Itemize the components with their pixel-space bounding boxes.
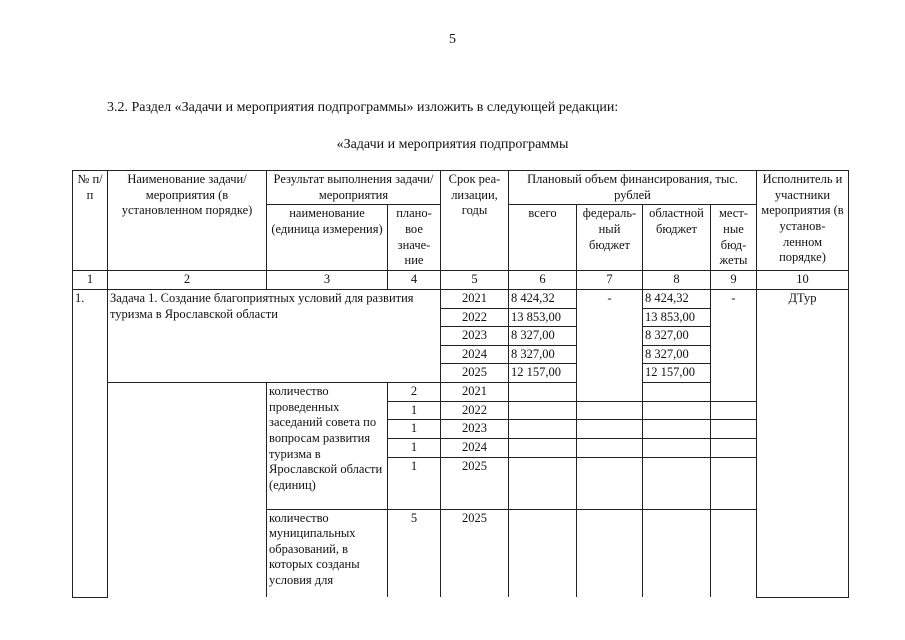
task-regional: 13 853,00 — [643, 308, 711, 327]
header-num: № п/п — [73, 171, 108, 271]
section-heading: 3.2. Раздел «Задачи и мероприятия подпрограммы» изложить в следующей редакции: — [107, 100, 619, 115]
empty-cell — [711, 308, 757, 327]
empty-cell — [643, 383, 711, 402]
indicator-year: 2021 — [441, 383, 509, 402]
indicator-year: 2025 — [441, 509, 509, 597]
empty-cell — [577, 364, 643, 383]
empty-cell — [711, 383, 757, 402]
task-number: 1. — [73, 289, 108, 597]
empty-cell — [711, 401, 757, 420]
task-total: 8 327,00 — [509, 345, 577, 364]
task-regional: 8 327,00 — [643, 345, 711, 364]
indicator-plan: 1 — [388, 401, 441, 420]
task-year: 2021 — [441, 289, 509, 308]
task-total: 8 327,00 — [509, 327, 577, 346]
task-local: - — [711, 289, 757, 308]
tasks-table — [72, 170, 849, 598]
header-fin-regional: областной бюджет — [643, 205, 711, 271]
empty-cell — [711, 364, 757, 383]
empty-cell — [509, 383, 577, 402]
header-result: Результат выполнения задачи/мероприятия — [267, 171, 441, 205]
empty-cell — [577, 327, 643, 346]
empty-cell — [577, 383, 643, 402]
indicator-plan: 1 — [388, 457, 441, 509]
empty-cell — [643, 457, 711, 509]
table-title: «Задачи и мероприятия подпрограммы — [336, 137, 569, 152]
col-number: 7 — [577, 271, 643, 290]
header-result-plan: плано- вое значе- ние — [388, 205, 441, 271]
empty-cell — [711, 345, 757, 364]
empty-cell — [577, 401, 643, 420]
task-total: 13 853,00 — [509, 308, 577, 327]
task-regional: 8 327,00 — [643, 327, 711, 346]
empty-cell — [643, 438, 711, 457]
header-finance: Плановый объем финансирования, тыс. рублей — [509, 171, 757, 205]
header-fin-total: всего — [509, 205, 577, 271]
col-number: 4 — [388, 271, 441, 290]
indicator-plan: 1 — [388, 420, 441, 439]
col-number: 9 — [711, 271, 757, 290]
task-year: 2024 — [441, 345, 509, 364]
empty-cell — [577, 420, 643, 439]
task-regional: 8 424,32 — [643, 289, 711, 308]
indicator-year: 2022 — [441, 401, 509, 420]
empty-cell — [577, 345, 643, 364]
header-fin-federal: федераль- ный бюджет — [577, 205, 643, 271]
empty-cell — [108, 383, 267, 598]
empty-cell — [643, 420, 711, 439]
task-total: 12 157,00 — [509, 364, 577, 383]
empty-cell — [577, 509, 643, 597]
col-number: 3 — [267, 271, 388, 290]
empty-cell — [509, 401, 577, 420]
empty-cell — [643, 401, 711, 420]
empty-cell — [509, 438, 577, 457]
indicator-year: 2024 — [441, 438, 509, 457]
column-numbers-row — [73, 271, 849, 290]
col-number: 2 — [108, 271, 267, 290]
col-number: 5 — [441, 271, 509, 290]
empty-cell — [711, 420, 757, 439]
task-total: 8 424,32 — [509, 289, 577, 308]
col-number: 10 — [757, 271, 849, 290]
header-executor: Исполнитель и участники мероприятия (в установ- ленном порядке) — [757, 171, 849, 271]
indicator-plan: 2 — [388, 383, 441, 402]
task-regional: 12 157,00 — [643, 364, 711, 383]
col-number: 8 — [643, 271, 711, 290]
empty-cell — [711, 457, 757, 509]
empty-cell — [711, 509, 757, 597]
empty-cell — [577, 438, 643, 457]
empty-cell — [711, 327, 757, 346]
empty-cell — [577, 457, 643, 509]
page-number: 5 — [449, 32, 456, 47]
empty-cell — [509, 420, 577, 439]
empty-cell — [643, 509, 711, 597]
indicator-year: 2025 — [441, 457, 509, 509]
task-executor: ДТур — [757, 289, 849, 597]
header-name: Наименование задачи/мероприятия (в установленном порядке) — [108, 171, 267, 271]
empty-cell — [509, 457, 577, 509]
task-year: 2025 — [441, 364, 509, 383]
task-year: 2023 — [441, 327, 509, 346]
indicator-name: количество муниципальных образований, в которых созданы условия для — [267, 509, 388, 597]
empty-cell — [577, 308, 643, 327]
task-title: Задача 1. Создание благоприятных условий для развития туризма в Ярославской области — [108, 289, 441, 382]
header-period: Срок реа- лизации, годы — [441, 171, 509, 271]
col-number: 1 — [73, 271, 108, 290]
header-fin-local: мест- ные бюд- жеты — [711, 205, 757, 271]
task-federal: - — [577, 289, 643, 308]
indicator-name: количество проведенных заседаний совета по вопросам развития туризма в Ярославской области (единиц) — [267, 383, 388, 510]
indicator-plan: 1 — [388, 438, 441, 457]
empty-cell — [711, 438, 757, 457]
task-year: 2022 — [441, 308, 509, 327]
table-row — [73, 289, 849, 308]
empty-cell — [509, 509, 577, 597]
indicator-plan: 5 — [388, 509, 441, 597]
header-result-name: наименование (единица измерения) — [267, 205, 388, 271]
col-number: 6 — [509, 271, 577, 290]
indicator-year: 2023 — [441, 420, 509, 439]
header-row — [73, 171, 849, 205]
table-row — [73, 383, 849, 402]
